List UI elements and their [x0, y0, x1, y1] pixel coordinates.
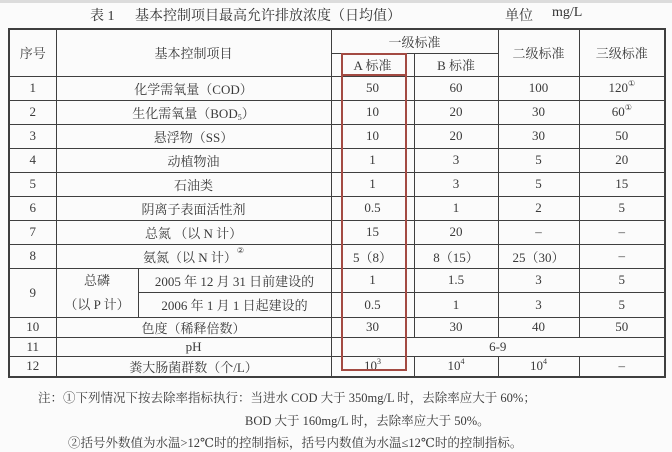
- cell-l3: –: [579, 220, 665, 244]
- cell-item: 动植物油: [56, 148, 331, 172]
- cell-no: 10: [9, 317, 56, 337]
- cell-no: 4: [9, 148, 56, 172]
- cell-a: 1: [331, 148, 414, 172]
- cell-no: 1: [9, 76, 56, 100]
- cell-no: 7: [9, 220, 56, 244]
- exponent: 3: [377, 357, 382, 366]
- table-row: [9, 337, 665, 356]
- cell-no: 12: [9, 356, 56, 377]
- item-line: 总磷: [83, 272, 110, 288]
- table-row: [9, 317, 665, 337]
- cell-l3: 50: [579, 317, 665, 337]
- table-row: [9, 124, 665, 148]
- cell-b: [414, 356, 498, 377]
- scan-edge-artifact: [0, 0, 672, 3]
- cell-no: 3: [9, 124, 56, 148]
- cell-a: 1: [331, 268, 414, 293]
- unit-value: mg/L: [552, 5, 583, 20]
- cell-l3: 20: [579, 148, 665, 172]
- cell-b: 3: [414, 172, 498, 196]
- cell-a: 50: [331, 76, 414, 100]
- header-level1-a: A 标准: [331, 53, 414, 76]
- table-title-text: 基本控制项目最高允许排放浓度（日均值）: [135, 9, 401, 24]
- cell-l2: 5: [498, 172, 579, 196]
- cell-b: 1: [414, 293, 498, 318]
- cell-a: 10: [331, 124, 414, 148]
- cell-l2: 3: [498, 268, 579, 293]
- cell-item: 石油类: [56, 172, 331, 196]
- header-level3: 三级标准: [579, 29, 665, 76]
- cell-b: 30: [414, 317, 498, 337]
- table-row: [9, 356, 665, 377]
- value: 10: [364, 358, 378, 373]
- cell-l2: –: [498, 220, 579, 244]
- cell-a: 10: [331, 100, 414, 124]
- cell-l3: 15: [579, 172, 665, 196]
- footnote-mark: ①: [624, 103, 632, 112]
- standards-table: [8, 28, 666, 378]
- cell-l2: 30: [498, 100, 579, 124]
- cell-b: 8（15）: [414, 244, 498, 268]
- cell-no: 9: [9, 268, 56, 317]
- footnote-2: ②括号外数值为水温>12℃时的控制指标，括号内数值为水温≤12℃时的控制指标。: [68, 436, 523, 450]
- cell-condition: 2006 年 1 月 1 日起建设的: [138, 293, 331, 318]
- cell-l2: 3: [498, 293, 579, 318]
- cell-a: 30: [331, 317, 414, 337]
- cell-b: 1.5: [414, 268, 498, 293]
- value: ）: [241, 105, 255, 121]
- cell-b: 1: [414, 196, 498, 220]
- cell-condition: 2005 年 12 月 31 日前建设的: [138, 268, 331, 293]
- cell-l3: [579, 100, 665, 124]
- table-row: [9, 100, 665, 124]
- cell-item: 阴离子表面活性剂: [56, 196, 331, 220]
- cell-no: 6: [9, 196, 56, 220]
- cell-b: 20: [414, 124, 498, 148]
- cell-a: 5（8）: [331, 244, 414, 268]
- table-row: [9, 268, 665, 293]
- cell-a: 15: [331, 220, 414, 244]
- table-row: [9, 148, 665, 172]
- cell-item: [56, 268, 138, 317]
- cell-l3: 5: [579, 293, 665, 318]
- subscript: 5: [237, 112, 242, 122]
- cell-l2: 30: [498, 124, 579, 148]
- note-prefix: 注：: [38, 391, 64, 405]
- header-level1-b: B 标准: [414, 53, 498, 76]
- cell-b: 20: [414, 220, 498, 244]
- header-level2: 二级标准: [498, 29, 579, 76]
- cell-b: 60: [414, 76, 498, 100]
- cell-item: 色度（稀释倍数）: [56, 317, 331, 337]
- cell-l3: 50: [579, 124, 665, 148]
- cell-l3: 5: [579, 196, 665, 220]
- cell-l3: –: [579, 356, 665, 377]
- cell-b: 3: [414, 148, 498, 172]
- cell-item: [56, 244, 331, 268]
- cell-a: [331, 356, 414, 377]
- table-row: [9, 172, 665, 196]
- cell-ph-range: 6-9: [331, 337, 665, 356]
- cell-a: 1: [331, 172, 414, 196]
- cell-item: 化学需氧量（COD）: [56, 76, 331, 100]
- table-row: [9, 220, 665, 244]
- cell-l2: [498, 356, 579, 377]
- cell-item: 粪大肠菌群数（个/L）: [56, 356, 331, 377]
- header-item: 基本控制项目: [56, 29, 331, 76]
- cell-item: pH: [56, 337, 331, 356]
- cell-l3: [579, 76, 665, 100]
- footnote-mark: ①: [627, 79, 636, 88]
- value: 120: [608, 80, 628, 95]
- value: 氨氮（以 N 计）: [142, 249, 237, 265]
- table-row: [9, 76, 665, 100]
- cell-item: 悬浮物（SS）: [56, 124, 331, 148]
- cell-no: 2: [9, 100, 56, 124]
- cell-l2: 2: [498, 196, 579, 220]
- cell-item: [56, 100, 331, 124]
- item-line: （以 P 计）: [64, 296, 130, 312]
- cell-a: 0.5: [331, 293, 414, 318]
- unit-label: 单位: [505, 9, 533, 24]
- value: 生化需氧量（BOD: [132, 105, 238, 121]
- header-row-1: [9, 29, 665, 53]
- table-caption: [0, 5, 672, 25]
- cell-b: 20: [414, 100, 498, 124]
- table-row: [9, 196, 665, 220]
- cell-l2: 5: [498, 148, 579, 172]
- header-level1: 一级标准: [331, 29, 498, 53]
- cell-a: 0.5: [331, 196, 414, 220]
- note-text: ①下列情况下按去除率指标执行：当进水 COD 大于 350mg/L 时，去除率应大于 60%；: [63, 391, 536, 405]
- footnote-mark: ②: [236, 245, 245, 255]
- exponent: 4: [543, 357, 548, 366]
- table-number: 表 1: [90, 9, 115, 24]
- cell-item: 总氮 （以 N 计）: [56, 220, 331, 244]
- cell-l2: 40: [498, 317, 579, 337]
- cell-l2: 100: [498, 76, 579, 100]
- cell-l2: 25（30）: [498, 244, 579, 268]
- table-row: [9, 244, 665, 268]
- cell-no: 5: [9, 172, 56, 196]
- value: 10: [447, 358, 461, 373]
- cell-no: 8: [9, 244, 56, 268]
- cell-l3: 5: [579, 268, 665, 293]
- cell-no: 11: [9, 337, 56, 356]
- header-index: 序号: [9, 29, 56, 76]
- footnote-1-line-2: BOD 大于 160mg/L 时，去除率应大于 50%。: [245, 414, 490, 428]
- exponent: 4: [460, 357, 465, 366]
- value: 60: [611, 104, 625, 119]
- value: 10: [530, 358, 544, 373]
- footnote-1-line-1: [38, 388, 536, 406]
- cell-l3: –: [579, 244, 665, 268]
